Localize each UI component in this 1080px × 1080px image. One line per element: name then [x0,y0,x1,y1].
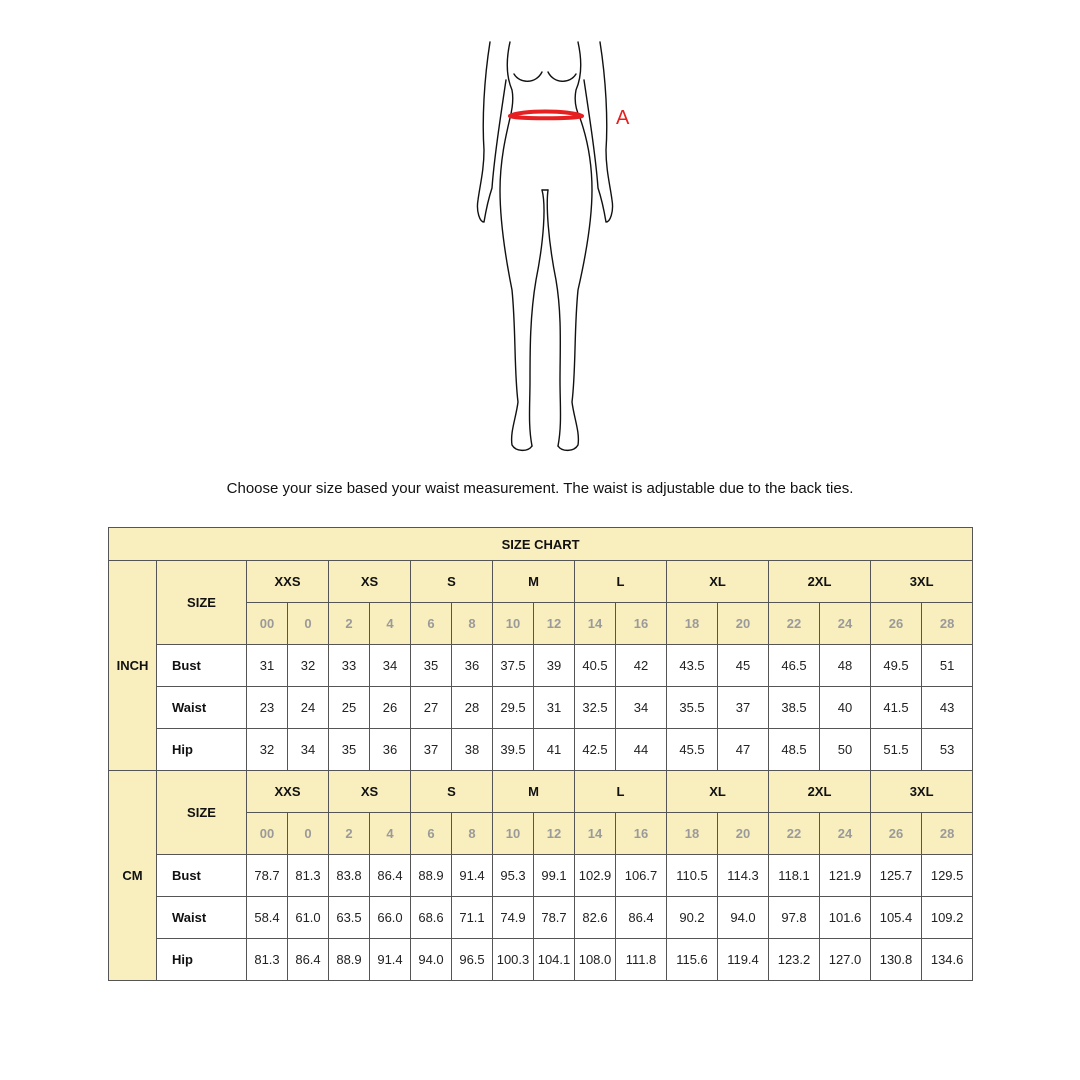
size-group-xxs: XXS [247,561,329,603]
size-number: 24 [820,813,871,855]
measurement-value: 88.9 [329,939,370,981]
measurement-value: 53 [922,729,973,771]
size-number: 16 [616,603,667,645]
measurement-value: 121.9 [820,855,871,897]
measurement-value: 41.5 [871,687,922,729]
measurement-value: 46.5 [769,645,820,687]
measurement-value: 39.5 [493,729,534,771]
size-number: 20 [718,603,769,645]
size-header-label: SIZE [157,561,247,645]
measurement-value: 25 [329,687,370,729]
size-chart-title: SIZE CHART [109,528,973,561]
measurement-value: 43 [922,687,973,729]
measurement-label-bust: Bust [157,645,247,687]
size-group-2xl: 2XL [769,561,871,603]
measurement-value: 41 [534,729,575,771]
size-number: 2 [329,603,370,645]
measurement-label-hip: Hip [157,939,247,981]
measurement-value: 31 [534,687,575,729]
size-number: 18 [667,603,718,645]
unit-label-inch: INCH [109,561,157,771]
size-number: 26 [871,603,922,645]
measurement-value: 26 [370,687,411,729]
measurement-value: 32 [288,645,329,687]
inner-leg-left [530,190,545,446]
size-number: 6 [411,603,452,645]
size-number: 2 [329,813,370,855]
measurement-value: 109.2 [922,897,973,939]
measurement-value: 49.5 [871,645,922,687]
measurement-value: 32 [247,729,288,771]
measurement-value: 74.9 [493,897,534,939]
measurement-value: 42.5 [575,729,616,771]
measurement-value: 50 [820,729,871,771]
measurement-value: 24 [288,687,329,729]
size-group-xl: XL [667,561,769,603]
size-number: 12 [534,813,575,855]
unit-label-cm: CM [109,771,157,981]
measurement-value: 42 [616,645,667,687]
size-number: 14 [575,813,616,855]
measurement-value: 81.3 [247,939,288,981]
size-header-label: SIZE [157,771,247,855]
measurement-value: 38.5 [769,687,820,729]
measurement-value: 32.5 [575,687,616,729]
measurement-value: 40.5 [575,645,616,687]
size-group-l: L [575,561,667,603]
measurement-value: 104.1 [534,939,575,981]
measurement-value: 86.4 [616,897,667,939]
measurement-value: 91.4 [370,939,411,981]
size-number: 8 [452,603,493,645]
measurement-value: 37 [718,687,769,729]
measurement-value: 101.6 [820,897,871,939]
measurement-value: 58.4 [247,897,288,939]
size-number: 22 [769,813,820,855]
size-group-3xl: 3XL [871,561,973,603]
size-group-3xl: 3XL [871,771,973,813]
size-number: 4 [370,813,411,855]
waist-marker-label: A [616,107,630,129]
measurement-value: 115.6 [667,939,718,981]
size-number: 28 [922,813,973,855]
size-number: 10 [493,603,534,645]
measurement-value: 36 [370,729,411,771]
size-number: 16 [616,813,667,855]
measurement-value: 34 [288,729,329,771]
measurement-value: 119.4 [718,939,769,981]
measurement-value: 86.4 [288,939,329,981]
measurement-value: 28 [452,687,493,729]
measurement-value: 78.7 [247,855,288,897]
measurement-value: 78.7 [534,897,575,939]
size-group-s: S [411,561,493,603]
measurement-value: 129.5 [922,855,973,897]
body-measurement-illustration [460,38,640,458]
measurement-label-hip: Hip [157,729,247,771]
size-instruction: Choose your size based your waist measurement. The waist is adjustable due to the back ties. [226,480,854,497]
measurement-label-bust: Bust [157,855,247,897]
arm-left [477,42,506,222]
measurement-value: 123.2 [769,939,820,981]
size-number: 6 [411,813,452,855]
size-group-xxs: XXS [247,771,329,813]
measurement-value: 44 [616,729,667,771]
measurement-value: 91.4 [452,855,493,897]
measurement-value: 34 [370,645,411,687]
size-number: 14 [575,603,616,645]
measurement-value: 99.1 [534,855,575,897]
measurement-value: 35 [329,729,370,771]
measurement-value: 29.5 [493,687,534,729]
measurement-value: 111.8 [616,939,667,981]
size-number: 4 [370,603,411,645]
measurement-value: 51.5 [871,729,922,771]
size-number: 20 [718,813,769,855]
measurement-value: 23 [247,687,288,729]
measurement-value: 68.6 [411,897,452,939]
measurement-label-waist: Waist [157,687,247,729]
measurement-value: 114.3 [718,855,769,897]
size-number: 00 [247,603,288,645]
measurement-value: 95.3 [493,855,534,897]
measurement-value: 40 [820,687,871,729]
measurement-value: 100.3 [493,939,534,981]
measurement-value: 82.6 [575,897,616,939]
measurement-value: 48 [820,645,871,687]
bust-line [514,72,576,81]
measurement-value: 94.0 [411,939,452,981]
measurement-value: 125.7 [871,855,922,897]
size-group-l: L [575,771,667,813]
waist-measurement-band [510,112,582,119]
size-number: 0 [288,603,329,645]
measurement-value: 108.0 [575,939,616,981]
measurement-value: 134.6 [922,939,973,981]
measurement-value: 43.5 [667,645,718,687]
inner-leg-right [547,190,560,446]
measurement-value: 102.9 [575,855,616,897]
arm-right [584,42,613,222]
measurement-value: 71.1 [452,897,493,939]
measurement-value: 35 [411,645,452,687]
measurement-value: 45.5 [667,729,718,771]
body-outline-left [500,42,532,450]
measurement-value: 45 [718,645,769,687]
measurement-value: 38 [452,729,493,771]
size-number: 26 [871,813,922,855]
size-group-m: M [493,561,575,603]
measurement-value: 51 [922,645,973,687]
size-number: 24 [820,603,871,645]
measurement-value: 66.0 [370,897,411,939]
size-group-xs: XS [329,771,411,813]
measurement-value: 127.0 [820,939,871,981]
measurement-value: 88.9 [411,855,452,897]
measurement-value: 86.4 [370,855,411,897]
size-number: 22 [769,603,820,645]
size-group-xl: XL [667,771,769,813]
measurement-value: 63.5 [329,897,370,939]
measurement-value: 90.2 [667,897,718,939]
measurement-value: 34 [616,687,667,729]
measurement-value: 106.7 [616,855,667,897]
measurement-value: 94.0 [718,897,769,939]
size-group-s: S [411,771,493,813]
size-number: 8 [452,813,493,855]
measurement-value: 47 [718,729,769,771]
measurement-value: 33 [329,645,370,687]
measurement-value: 97.8 [769,897,820,939]
measurement-value: 35.5 [667,687,718,729]
size-number: 28 [922,603,973,645]
size-number: 0 [288,813,329,855]
size-chart-table [108,527,973,981]
size-number: 12 [534,603,575,645]
measurement-value: 110.5 [667,855,718,897]
measurement-value: 105.4 [871,897,922,939]
measurement-value: 39 [534,645,575,687]
measurement-value: 37.5 [493,645,534,687]
measurement-value: 61.0 [288,897,329,939]
size-group-m: M [493,771,575,813]
measurement-value: 37 [411,729,452,771]
size-number: 18 [667,813,718,855]
size-number: 10 [493,813,534,855]
size-group-xs: XS [329,561,411,603]
size-group-2xl: 2XL [769,771,871,813]
measurement-value: 96.5 [452,939,493,981]
measurement-label-waist: Waist [157,897,247,939]
measurement-value: 48.5 [769,729,820,771]
measurement-value: 83.8 [329,855,370,897]
measurement-value: 118.1 [769,855,820,897]
size-number: 00 [247,813,288,855]
measurement-value: 130.8 [871,939,922,981]
measurement-value: 31 [247,645,288,687]
measurement-value: 36 [452,645,493,687]
measurement-value: 81.3 [288,855,329,897]
measurement-value: 27 [411,687,452,729]
